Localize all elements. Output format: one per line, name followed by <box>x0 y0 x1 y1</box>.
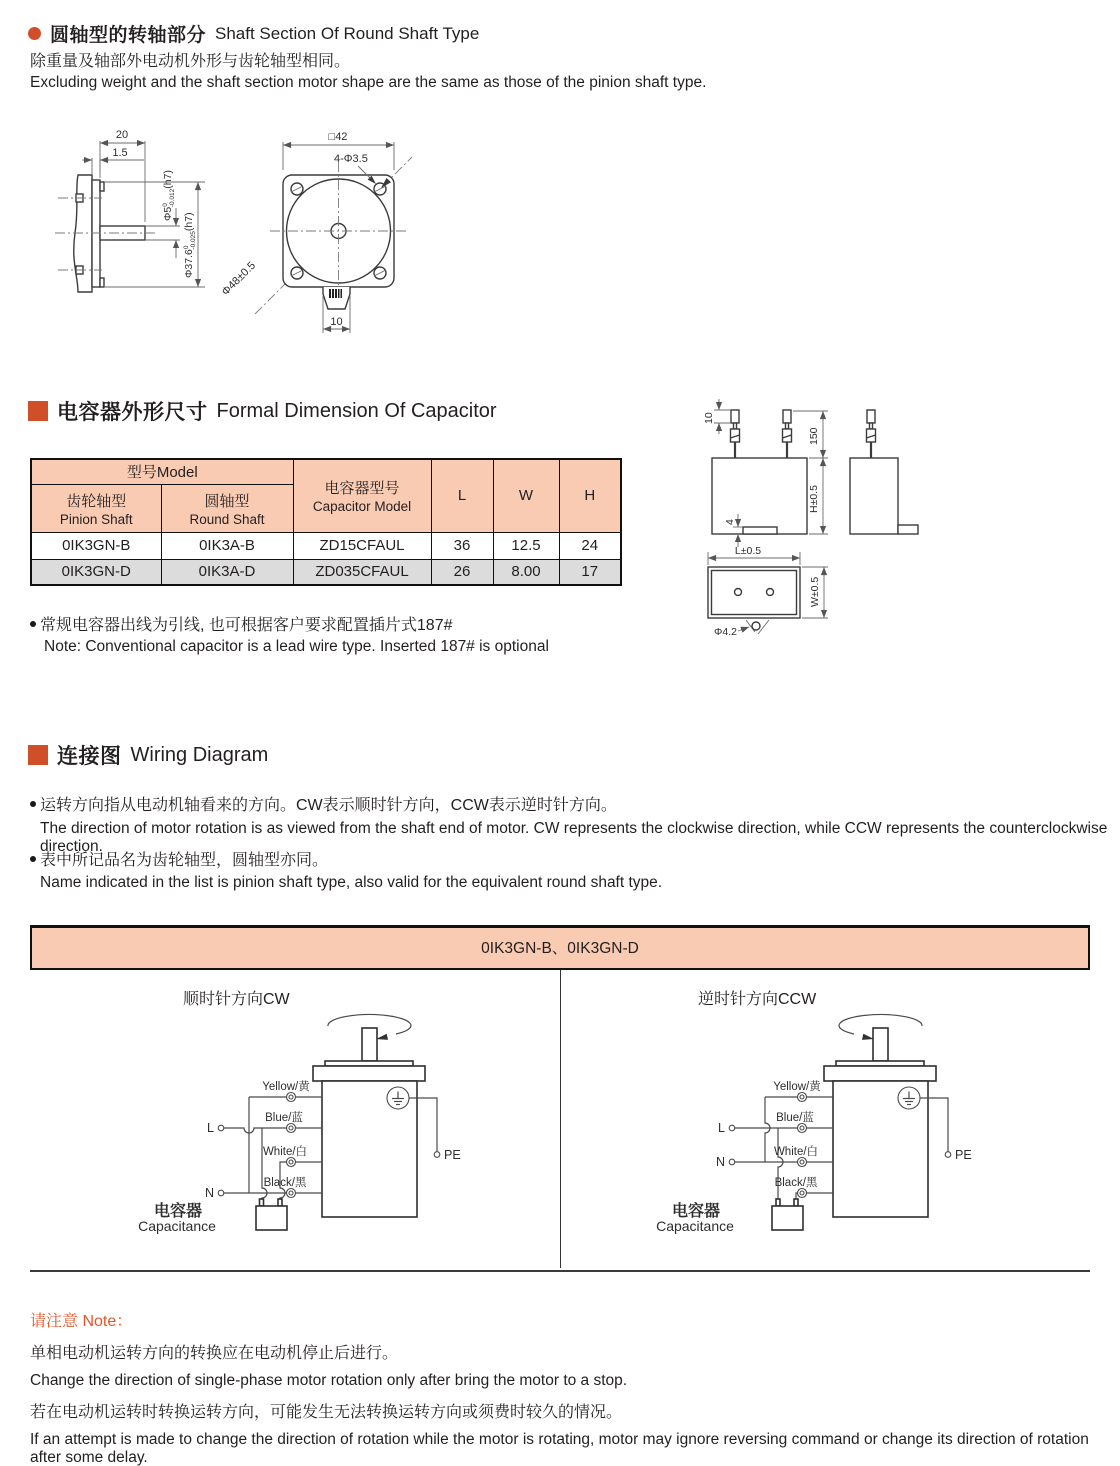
wiring-bullet2-zh-line <box>30 847 328 870</box>
orange-square-bullet-icon <box>28 401 48 421</box>
bottom-note-block <box>30 1308 1100 1466</box>
yellow-wire-label: Yellow/黄 <box>262 1081 310 1093</box>
white-wire-label: White/白 <box>773 1146 819 1158</box>
dim-4-phi3-5: 4-Φ3.5 <box>334 153 368 165</box>
capacitor-label-en: Capacitance <box>656 1218 734 1234</box>
ccw-wiring-diagram <box>641 1000 1071 1270</box>
wiring-diagram-panel <box>30 925 1090 1270</box>
n-label: N <box>715 1155 725 1169</box>
wiring-bullet2-zh: 表中所记品名为齿轮轴型，圆轴型亦同。 <box>40 852 329 869</box>
white-wire-label: White/白 <box>262 1146 308 1158</box>
pe-terminal <box>945 1152 951 1158</box>
bullet-dot-icon <box>30 856 36 862</box>
wiring-bullet1-zh: 运转方向指从电动机轴看来的方向。CW表示顺时针方向，CCW表示逆时针方向。 <box>40 797 617 814</box>
wiring-bullet1-zh-line <box>30 792 617 815</box>
capacitor-label-zh: 电容器 <box>153 1203 203 1220</box>
shaft-desc-en: Excluding weight and the shaft section motor shape are the same as those of the pinion shaft type. <box>30 74 707 91</box>
col-round-shaft: 圆轴型 Round Shaft <box>161 484 293 532</box>
motor-shaft <box>873 1028 888 1061</box>
orange-circle-bullet-icon <box>28 27 41 40</box>
capacitor-section-header <box>28 396 497 426</box>
shaft-section-header <box>28 20 479 47</box>
note-line1-en: Change the direction of single-phase motor rotation only after bring the motor to a stop. <box>30 1372 628 1389</box>
mounting-hole <box>752 622 760 630</box>
dim-10-lead: 10 <box>703 412 715 424</box>
col-w: W <box>493 459 559 532</box>
bullet-dot-icon <box>30 801 36 807</box>
dim-20: 20 <box>115 129 129 141</box>
l-terminal <box>729 1125 735 1131</box>
orange-square-bullet-icon <box>28 745 48 765</box>
wiring-title-en: Wiring Diagram <box>130 743 269 766</box>
table-row: 0IK3GN-D 0IK3A-D ZD035CFAUL 26 8.00 17 <box>31 559 621 585</box>
col-group-model: 型号Model <box>31 459 293 484</box>
col-l: L <box>431 459 493 532</box>
note-line2-zh: 若在电动机运转时转换运转方向，可能发生无法转换运转方向或须费时较久的情况。 <box>30 1404 623 1421</box>
cw-diagram-half <box>30 970 561 1268</box>
capacitor-note-en: Note: Conventional capacitor is a lead wire type. Inserted 187# is optional <box>44 638 549 655</box>
bullet-dot-icon <box>30 621 36 627</box>
l-terminal <box>218 1125 224 1131</box>
pe-label: PE <box>955 1148 972 1162</box>
note-line1-zh: 单相电动机运转方向的转换应在电动机停止后进行。 <box>30 1345 399 1362</box>
dim-phi4-2: Φ4.2 <box>714 626 737 638</box>
dim-phi48: Φ48±0.5 <box>219 259 259 299</box>
col-h: H <box>559 459 621 532</box>
note-line2-en: If an attempt is made to change the direction of rotation while the motor is rotating, motor may ignore reversing command or change its direction of rotation after some delay. <box>30 1431 1089 1466</box>
capacitor-leads <box>731 410 792 458</box>
note-title: 请注意 Note： <box>30 1313 133 1330</box>
dim-150: 150 <box>808 427 820 445</box>
panel-content <box>30 970 1090 1272</box>
n-label: N <box>204 1186 214 1200</box>
black-wire-label: Black/黑 <box>774 1177 818 1189</box>
shaft-desc-zh: 除重量及轴部外电动机外形与齿轮轴型相同。 <box>30 53 351 70</box>
capacitor-label-en: Capacitance <box>138 1218 216 1234</box>
flange-plate <box>92 180 100 287</box>
dim-4: 4 <box>724 519 736 525</box>
wiring-title-zh: 连接图 <box>57 745 122 768</box>
yellow-wire-label: Yellow/黄 <box>773 1081 821 1093</box>
capacitor-note-zh-line <box>30 612 453 635</box>
dim-h: H±0.5 <box>808 485 820 513</box>
blue-wire-label: Blue/蓝 <box>776 1112 814 1124</box>
pe-label: PE <box>444 1148 461 1162</box>
shaft-dimension-drawing <box>40 118 470 365</box>
wiring-section-header <box>28 740 268 770</box>
capacitor-symbol <box>772 1206 803 1230</box>
wiring-bullet2-en: Name indicated in the list is pinion shaft type, also valid for the equivalent round shaft type. <box>40 874 663 891</box>
capacitor-table <box>30 458 622 586</box>
cw-wiring-diagram <box>130 1000 560 1270</box>
capacitor-note-zh: 常规电容器出线为引线, 也可根据客户要求配置插片式187# <box>40 617 453 634</box>
table-row: 0IK3GN-B 0IK3A-B ZD15CFAUL 36 12.5 24 <box>31 532 621 559</box>
panel-model-band: 0IK3GN-B、0IK3GN-D <box>30 925 1090 970</box>
capacitor-bottom-view <box>708 567 800 618</box>
yellow-to-n-wire <box>765 1097 770 1162</box>
capacitor-side-view <box>850 458 898 534</box>
n-terminal <box>218 1190 224 1196</box>
l-label: L <box>207 1121 214 1135</box>
ccw-title: 逆时针方向CCW <box>698 991 817 1008</box>
cw-title: 顺时针方向CW <box>183 991 290 1008</box>
pe-terminal <box>434 1152 440 1158</box>
black-wire-label: Black/黑 <box>263 1177 307 1189</box>
dim-phi5-tolerance: $\Phi 5^0-0.012(h7)$ <box>162 170 176 221</box>
col-capacitor-model: 电容器型号 Capacitor Model <box>293 459 431 532</box>
n-terminal <box>729 1159 735 1165</box>
capacitor-symbol <box>256 1206 287 1230</box>
wiring-bullet1-en: The direction of motor rotation is as viewed from the shaft end of motor. CW represents the clockwise direction, while CCW represents the counterclockwise direction. <box>40 820 1108 855</box>
shaft-section-title-en: Shaft Section Of Round Shaft Type <box>215 23 480 43</box>
dim-10-connector: 10 <box>330 316 343 328</box>
col-pinion-shaft: 齿轮轴型 Pinion Shaft <box>31 484 161 532</box>
ccw-diagram-half <box>561 970 1091 1268</box>
l-label: L <box>718 1121 725 1135</box>
motor-shaft <box>362 1028 377 1061</box>
capacitor-title-zh: 电容器外形尺寸 <box>57 401 208 424</box>
blue-wire-label: Blue/蓝 <box>265 1112 303 1124</box>
capacitor-title-en: Formal Dimension Of Capacitor <box>216 399 497 422</box>
dim-1-5: 1.5 <box>112 147 128 159</box>
capacitor-label-zh: 电容器 <box>671 1203 721 1220</box>
shaft-section-title-zh: 圆轴型的转轴部分 <box>50 25 207 46</box>
l-to-blue-wire <box>224 1128 287 1133</box>
capacitor-dimension-drawing <box>690 395 1120 670</box>
dim-phi37-6-tolerance: Φ37.6$^0$-0.025(h7) <box>183 212 197 278</box>
dim-w: W±0.5 <box>809 576 821 607</box>
dim-square-42: □42 <box>328 131 348 143</box>
dim-l: L±0.5 <box>734 545 762 557</box>
